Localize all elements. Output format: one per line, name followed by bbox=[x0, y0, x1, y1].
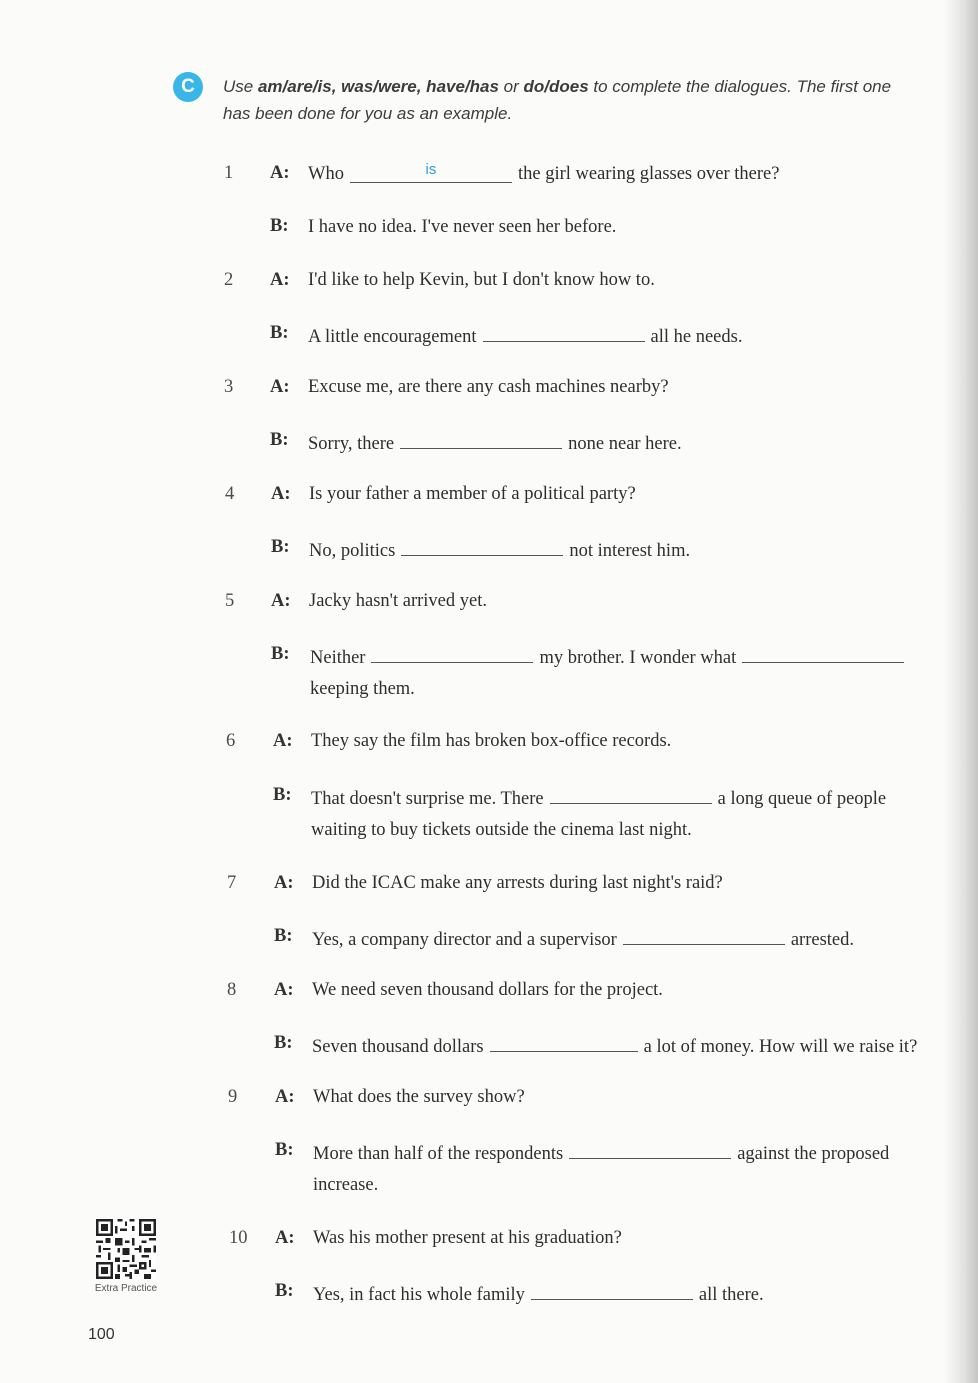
line-b-continued: keeping them. bbox=[310, 679, 415, 699]
line-b bbox=[311, 783, 886, 811]
item-number: 8 bbox=[227, 980, 237, 1000]
item-number: 5 bbox=[225, 591, 235, 611]
speaker-b: B: bbox=[271, 644, 290, 664]
speaker-a: A: bbox=[270, 270, 290, 290]
line-a: What does the survey show? bbox=[313, 1087, 525, 1107]
text: Yes, in fact his whole family bbox=[313, 1285, 525, 1305]
text: arrested. bbox=[790, 930, 855, 950]
text: my brother. I wonder what bbox=[539, 648, 737, 668]
section-letter: C bbox=[181, 76, 195, 97]
speaker-a: A: bbox=[271, 591, 291, 611]
line-b: I have no idea. I've never seen her before. bbox=[308, 217, 617, 237]
text: Yes, a company director and a supervisor bbox=[312, 930, 617, 950]
speaker-a: A: bbox=[271, 484, 291, 504]
instructions-text: to complete the dialogues. The first one has been done for you as an example. bbox=[223, 77, 892, 123]
line-a: We need seven thousand dollars for the project. bbox=[312, 980, 663, 1000]
line-a: Jacky hasn't arrived yet. bbox=[309, 591, 487, 611]
text: all there. bbox=[698, 1285, 764, 1305]
text: not interest him. bbox=[569, 541, 691, 561]
text: Seven thousand dollars bbox=[312, 1037, 484, 1057]
instructions-text: Use bbox=[223, 77, 258, 96]
line-b bbox=[310, 642, 910, 670]
item-number: 7 bbox=[227, 873, 237, 893]
instructions-bold-forms: am/are/is, was/were, have/has bbox=[257, 77, 499, 96]
speaker-b: B: bbox=[274, 1033, 293, 1053]
answer-blank[interactable] bbox=[490, 1031, 638, 1052]
example-answer: is bbox=[425, 161, 437, 178]
qr-label: Extra Practice bbox=[94, 1283, 158, 1294]
text: That doesn't surprise me. There bbox=[311, 789, 544, 809]
speaker-a: A: bbox=[275, 1228, 295, 1248]
line-b bbox=[313, 1138, 889, 1166]
speaker-a: A: bbox=[275, 1087, 295, 1107]
answer-blank[interactable] bbox=[483, 321, 645, 342]
answer-blank[interactable] bbox=[742, 642, 904, 663]
answer-blank[interactable] bbox=[400, 428, 562, 449]
speaker-a: A: bbox=[274, 873, 294, 893]
line-b bbox=[308, 321, 742, 349]
line-b bbox=[313, 1279, 764, 1307]
line-b bbox=[308, 428, 682, 456]
speaker-b: B: bbox=[275, 1140, 294, 1160]
page-edge-shadow bbox=[944, 0, 978, 1383]
answer-blank[interactable] bbox=[569, 1138, 731, 1159]
speaker-b: B: bbox=[273, 785, 292, 805]
text: none near here. bbox=[568, 434, 682, 454]
item-number: 1 bbox=[224, 163, 234, 183]
speaker-a: A: bbox=[273, 731, 293, 751]
text: More than half of the respondents bbox=[313, 1144, 564, 1164]
line-a bbox=[308, 162, 779, 186]
text: all he needs. bbox=[650, 327, 743, 347]
text: No, politics bbox=[309, 541, 396, 561]
answer-blank[interactable] bbox=[531, 1279, 693, 1300]
text: Sorry, there bbox=[308, 434, 395, 454]
instructions-bold-forms: do/does bbox=[523, 77, 589, 96]
answer-blank[interactable] bbox=[550, 783, 712, 804]
speaker-b: B: bbox=[270, 216, 289, 236]
line-b-continued: waiting to buy tickets outside the cinema last night. bbox=[311, 820, 692, 840]
answer-blank[interactable] bbox=[350, 162, 512, 183]
item-number: 4 bbox=[225, 484, 235, 504]
speaker-b: B: bbox=[274, 926, 293, 946]
speaker-b: B: bbox=[275, 1281, 294, 1301]
speaker-b: B: bbox=[270, 430, 289, 450]
line-a: They say the film has broken box-office records. bbox=[311, 731, 672, 751]
line-a: Was his mother present at his graduation? bbox=[313, 1228, 622, 1248]
answer-blank[interactable] bbox=[401, 535, 563, 556]
line-b bbox=[312, 924, 854, 952]
instructions-text: or bbox=[498, 77, 524, 96]
answer-blank[interactable] bbox=[371, 642, 533, 663]
qr-code-icon[interactable] bbox=[96, 1219, 156, 1279]
speaker-a: A: bbox=[274, 980, 294, 1000]
line-b bbox=[309, 535, 690, 563]
section-badge bbox=[173, 72, 203, 102]
line-b bbox=[312, 1031, 917, 1059]
instructions bbox=[223, 73, 923, 127]
item-number: 6 bbox=[226, 731, 236, 751]
speaker-a: A: bbox=[270, 163, 290, 183]
line-a: Is your father a member of a political party? bbox=[309, 484, 636, 504]
text: a long queue of people bbox=[717, 789, 887, 809]
text: A little encouragement bbox=[308, 327, 477, 347]
item-number: 10 bbox=[229, 1228, 248, 1248]
text: the girl wearing glasses over there? bbox=[517, 164, 780, 184]
speaker-b: B: bbox=[270, 323, 289, 343]
line-b-continued: increase. bbox=[313, 1175, 379, 1195]
text: against the proposed bbox=[737, 1144, 890, 1164]
text: a lot of money. How will we raise it? bbox=[643, 1037, 918, 1057]
item-number: 9 bbox=[228, 1087, 238, 1107]
speaker-a: A: bbox=[270, 377, 290, 397]
item-number: 2 bbox=[224, 270, 234, 290]
line-a: Excuse me, are there any cash machines nearby? bbox=[308, 377, 669, 397]
speaker-b: B: bbox=[271, 537, 290, 557]
line-a: I'd like to help Kevin, but I don't know how to. bbox=[308, 270, 655, 290]
text: Neither bbox=[310, 648, 366, 668]
item-number: 3 bbox=[224, 377, 234, 397]
answer-blank[interactable] bbox=[623, 924, 785, 945]
text: Who bbox=[308, 164, 344, 184]
page-number: 100 bbox=[88, 1326, 115, 1343]
line-a: Did the ICAC make any arrests during last night's raid? bbox=[312, 873, 723, 893]
